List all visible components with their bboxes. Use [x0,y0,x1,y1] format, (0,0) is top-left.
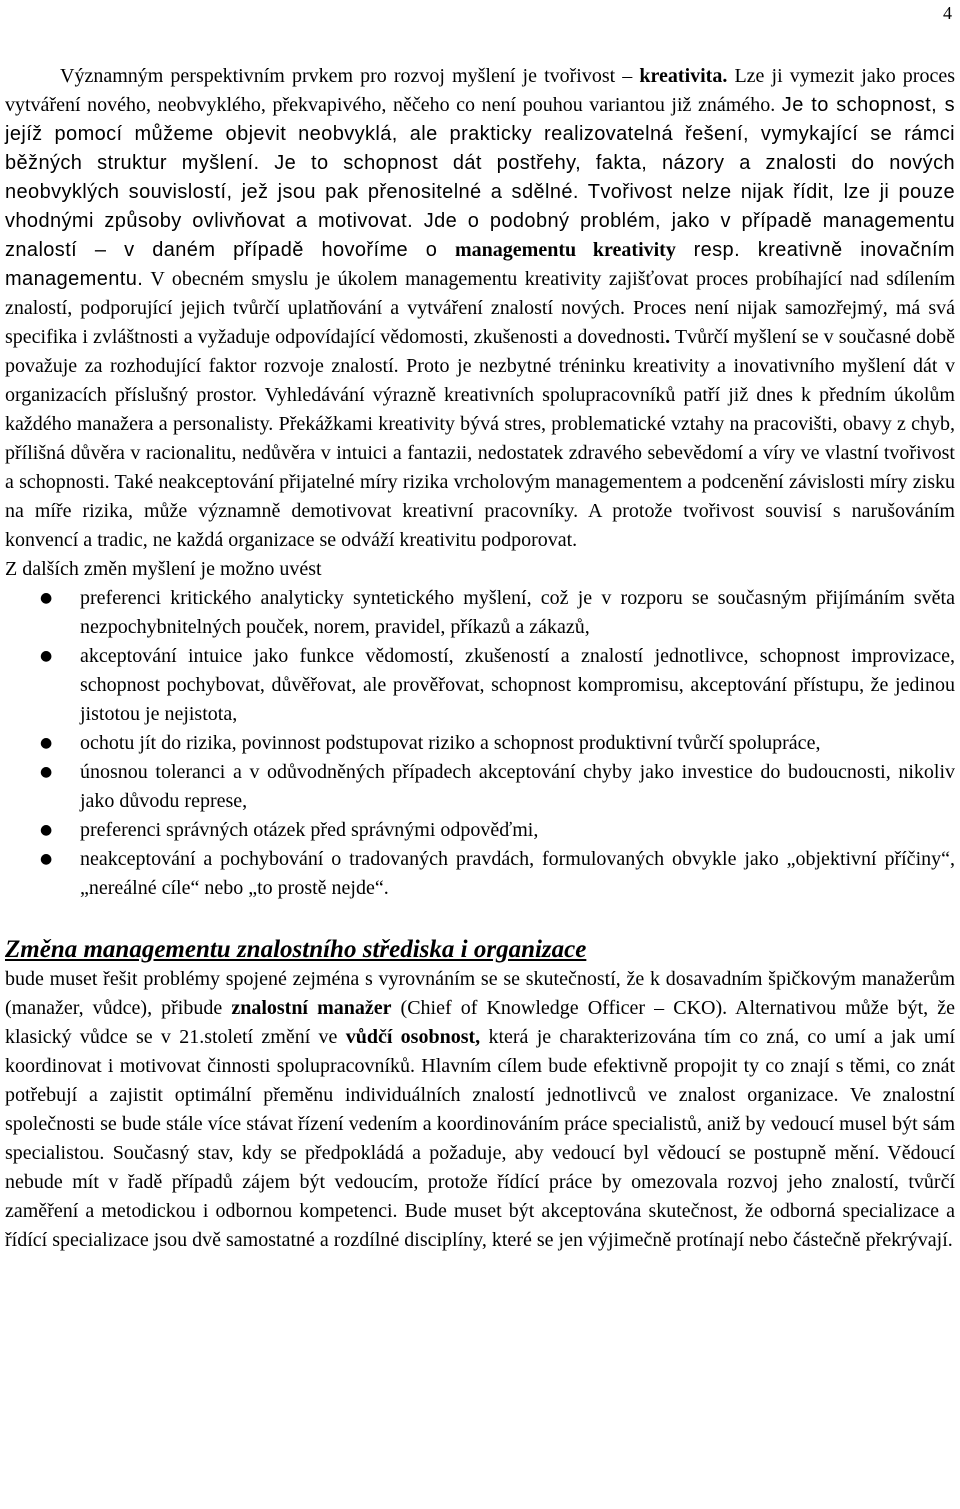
list-item: ● akceptování intuice jako funkce vědomostí, zkušeností a znalostí jednotlivce, schopnost improvizace, schopnost pochybovat, důvěřovat, ale prověřovat, schopnost kompromisu, akceptování přístupu, že jedinou jistotou je nejistota, [80,642,955,729]
page-number: 4 [943,3,952,23]
list-item: ● neakceptování a pochybování o tradovaných pravdách, formulovaných obvykle jako „objektivní příčiny“, „nereálné cíle“ nebo „to prostě nejde“. [80,845,955,903]
text-segment: Významným perspektivním prvkem pro rozvoj myšlení je tvořivost – [60,65,640,87]
emphasis-vudci-osobnost: vůdčí osobnost, [345,1026,481,1048]
text-segment: bude muset řešit problémy spojené zejména s vyrovnáním se se skutečností, že k dosavadním špičkovým manažerům (manažer, vůdce), přibude [5,968,955,1019]
section-heading: Změna managementu znalostního střediska i organizace [5,936,587,963]
text-segment: Tvůrčí myšlení se v současné době považuje za rozhodující faktor rozvoje znalostí. Proto je nezbytné tréninku kreativity a inovativního myšlení dát v organizacích příslušný prostor. Vyhledávání výrazně kreativních spolupracovníků patří již dnes k předním úkolům každého manažera a personalisty. Překážkami kreativity bývá stres, problematické vztahy na pracovišti, obavy z chyb, přílišná důvěra v racionalitu, nedůvěra v intuici a fantazii, nedostatek zdravého sebevědomí a víry ve vlastní tvořivost a schopnosti. Také neakceptování přijatelné míry rizika vrcholovým managementem a podcenění závislosti míry zisku na míře rizika, může významně demotivovat kreativní pracovníky. A protože tvořivost souvisí s narušováním konvencí a tradic, ne každá organizace se odváží kreativitu podporovat. [5,326,956,551]
text-segment-sans: Je to schopnost, s jejíž pomocí můžeme objevit neobvyklá, ale prakticky realizovatelná řešení, vymykající se rámci běžných struktur myšlení. Je to schopnost dát postřehy, fakta, názory a znalosti do nových neobvyklých souvislostí, jež jsou pak přenositelné a sdělné. Tvořivost nelze nijak řídit, lze ji pouze vhodnými způsoby ovlivňovat a motivovat. Jde o podobný problém, jako v případě managementu znalostí – v daném případě hovoříme o [5,94,955,261]
text-segment-bold-dot: . [665,326,671,348]
bullet-list [5,584,955,903]
list-item: ● únosnou toleranci a v odůvodněných případech akceptování chyby jako investice do budoucnosti, nikoliv jako důvodu represe, [80,758,955,816]
emphasis-management-kreativity: managementu kreativity [455,239,676,261]
list-item: ● preferenci kritického analyticky syntetického myšlení, což je v rozporu se současným přijímáním světa nezpochybnitelných pouček, norem, pravidel, příkazů a zákazů, [80,584,955,642]
page-body [5,62,955,1255]
text-segment-sans: resp. kreativně inovačním managementu. [5,239,955,290]
paragraph-knowledge-manager [5,965,955,1255]
emphasis-kreativita: kreativita. [639,65,728,87]
list-item: ● ochotu jít do rizika, povinnost podstupovat riziko a schopnost produktivní tvůrčí spolupráce, [80,729,955,758]
paragraph-creativity [5,62,955,555]
text-segment: (Chief of Knowledge Officer – CKO). Alternativou může být, že klasický vůdce se v 21.století změní ve [5,997,956,1048]
text-segment: V obecném smyslu je úkolem managementu kreativity zajišťovat proces probíhající nad sdílením znalostí, podporující jejich tvůrčí uplatňování a vytváření znalostí nových. Proces není nijak samozřejmý, má svá specifika i zvláštnosti a vyžaduje odpovídající vědomosti, zkušenosti a dovednosti [5,268,955,348]
list-item: ● preferenci správných otázek před správnými odpověďmi, [80,816,955,845]
text-segment: která je charakterizována tím co zná, co umí a jak umí koordinovat i motivovat činnosti spolupracovníků. Hlavním cílem bude efektivně propojit ty co znají s těmi, co znát potřebují a zajistit optimální přeměnu individuálních znalostí jednotlivců ve znalost organizace. Ve znalostní společnosti se bude stále více stávat řízení vedením a koordinováním práce specialistů, aniž by vedoucí musel být sám specialistou. Současný stav, kdy se předpokládá a požaduje, aby vedoucí byl vědoucí se postupně mění. Vědoucí nebude mít v řadě případů zájem být vedoucím, protože řídící práce by omezovala rozvoj jeho znalostí, tvůrčí zaměření a metodickou i odbornou kompetenci. Bude muset být akceptována skutečnost, že odborná specializace a řídící specializace jsou dvě samostatné a rozdílné disciplíny, které se jen výjimečně protínají nebo částečně překrývají. [5,1026,955,1251]
list-intro: Z dalších změn myšlení je možno uvést [5,558,322,580]
emphasis-znalostni-manazer: znalostní manažer [231,997,392,1019]
text-segment: Lze ji vymezit jako proces vytváření nového, neobvyklého, překvapivého, něčeho co není pouhou variantou již známého. [5,65,955,116]
